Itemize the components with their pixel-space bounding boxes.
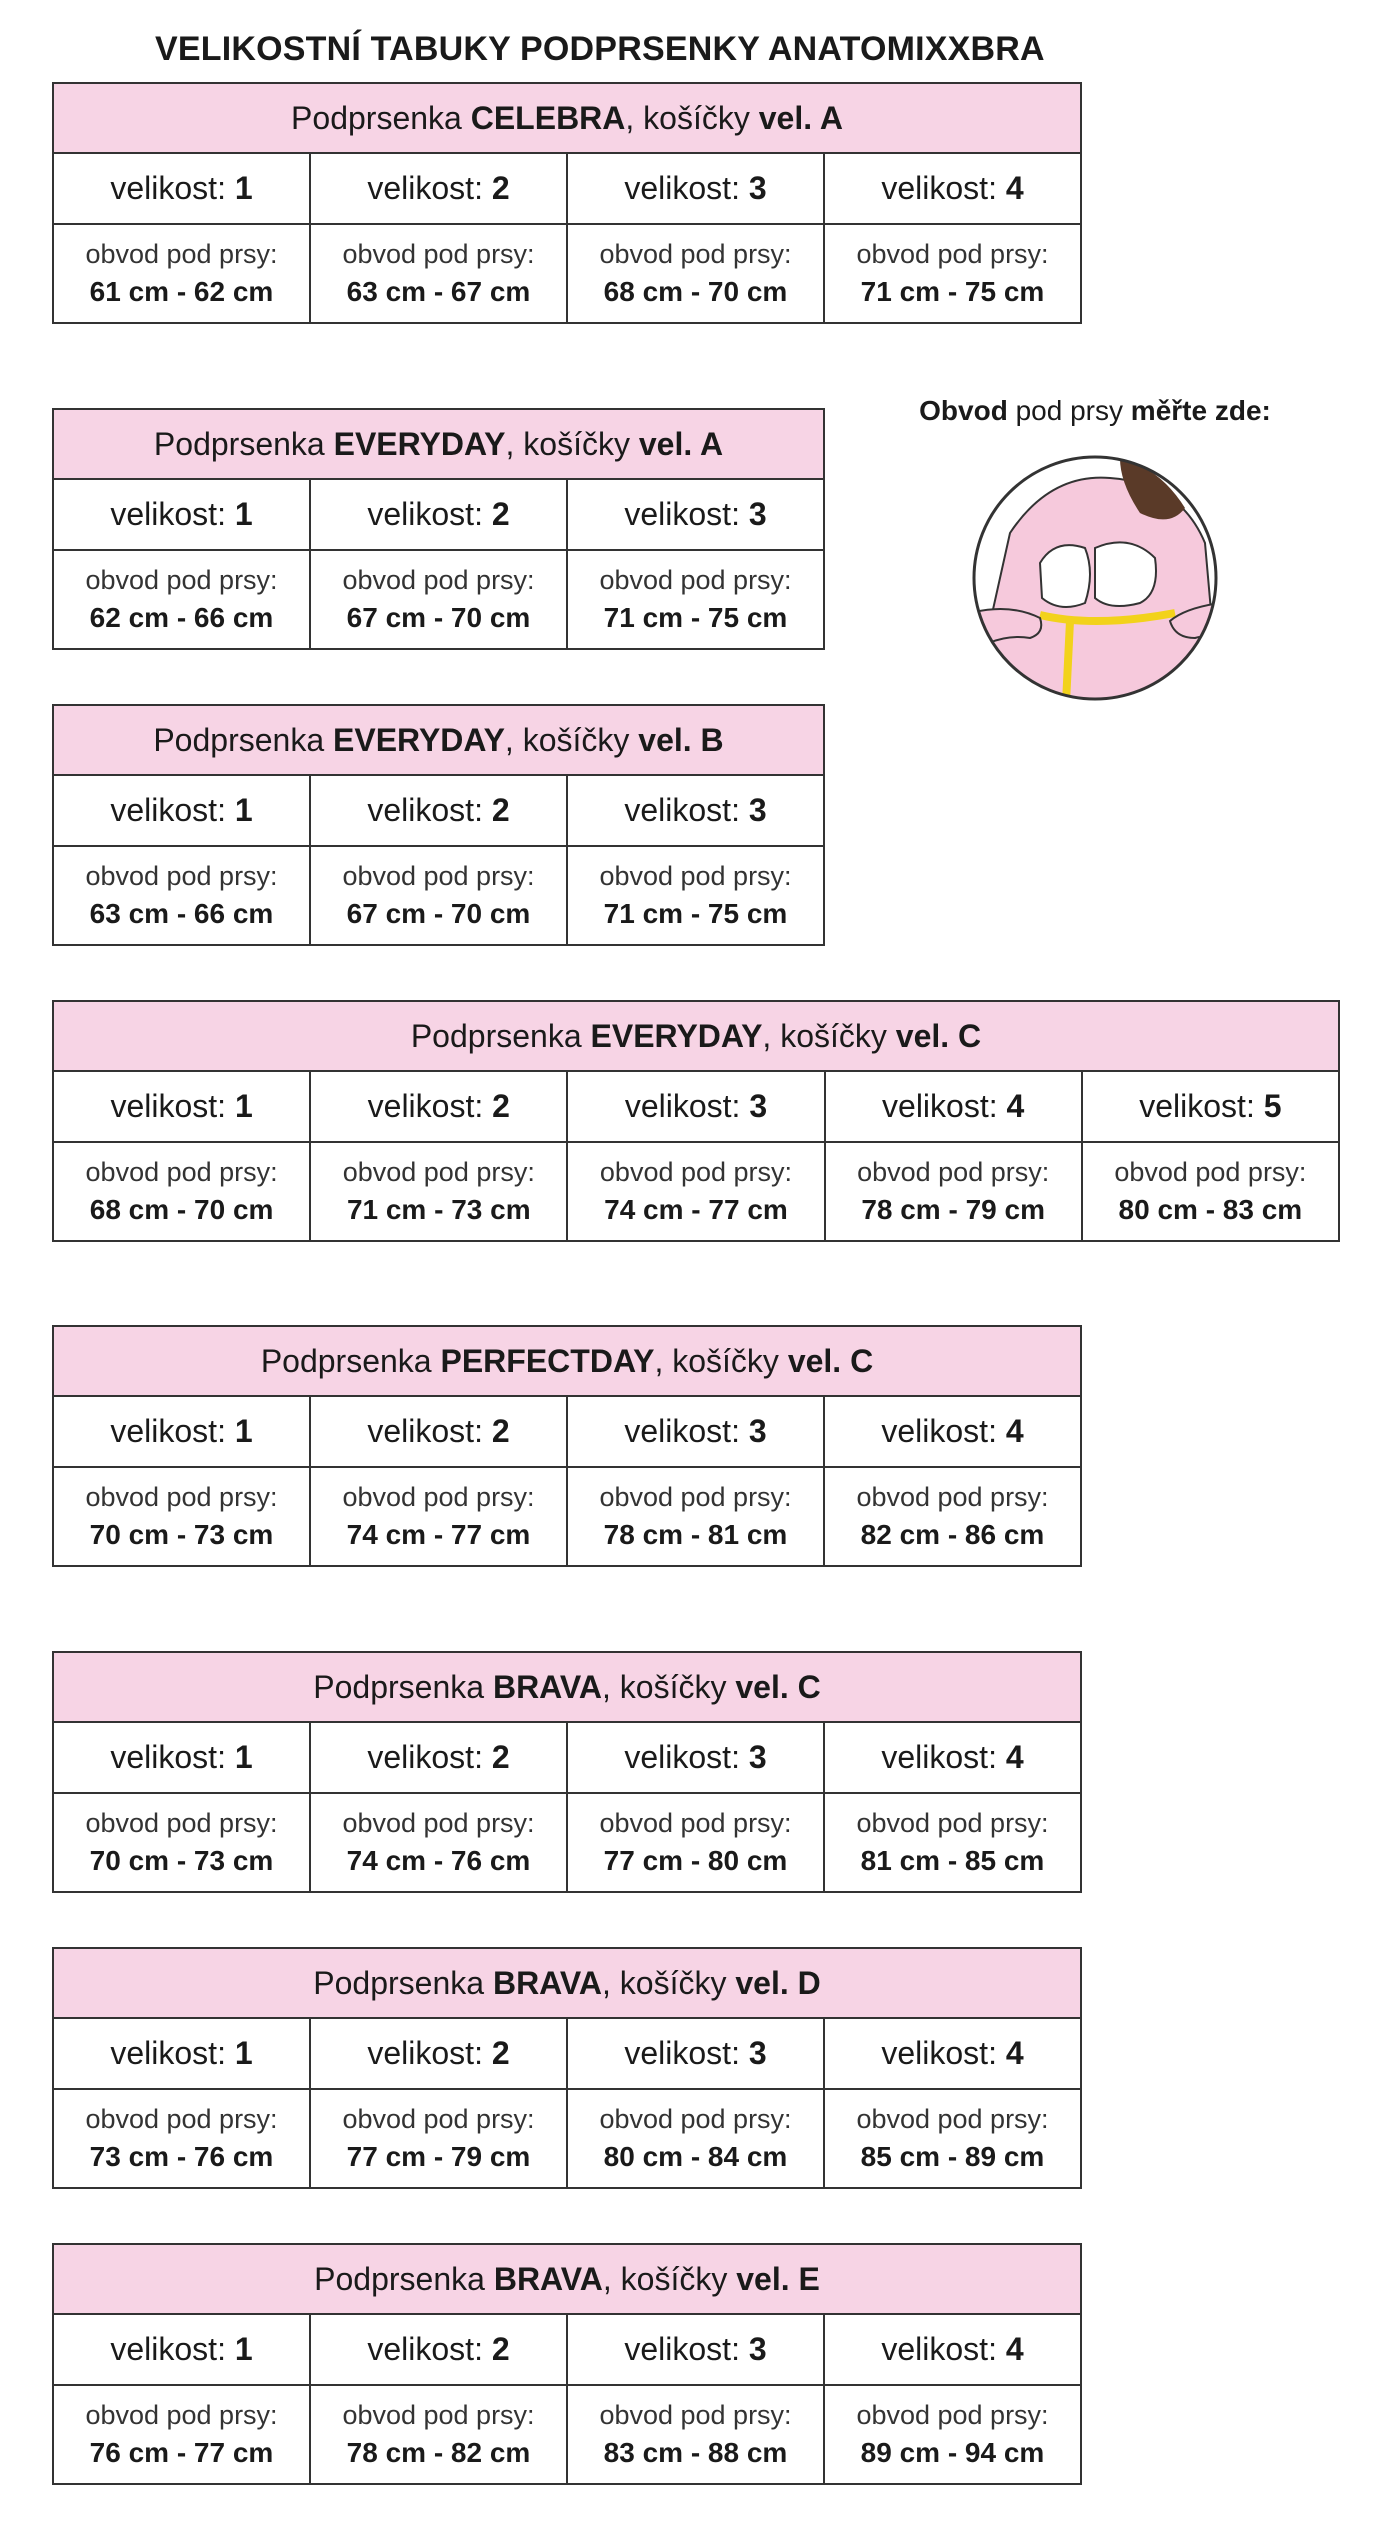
size-cell bbox=[310, 775, 567, 846]
measure-row bbox=[53, 846, 824, 945]
size-row bbox=[53, 2018, 1081, 2089]
size-cell bbox=[824, 1396, 1081, 1467]
size-label: velikost: bbox=[110, 2035, 226, 2071]
measure-label: obvod pod prsy: bbox=[85, 1808, 278, 1838]
measure-cell bbox=[310, 550, 567, 649]
measure-row bbox=[53, 2385, 1081, 2484]
measure-range: 80 cm - 83 cm bbox=[1118, 1194, 1303, 1225]
size-label: velikost: bbox=[624, 496, 740, 532]
measure-cell bbox=[567, 1793, 824, 1892]
size-value: 2 bbox=[491, 1739, 510, 1775]
size-value: 1 bbox=[234, 2331, 253, 2367]
size-label: velikost: bbox=[367, 792, 483, 828]
measure-row bbox=[53, 1142, 1339, 1241]
size-label: velikost: bbox=[881, 170, 997, 206]
size-row bbox=[53, 775, 824, 846]
measure-label: obvod pod prsy: bbox=[599, 1157, 793, 1187]
measure-row bbox=[53, 2089, 1081, 2188]
measure-label: obvod pod prsy: bbox=[85, 1482, 278, 1512]
size-cell bbox=[824, 2314, 1081, 2385]
measure-label: obvod pod prsy: bbox=[342, 565, 535, 595]
size-row bbox=[53, 479, 824, 550]
size-label: velikost: bbox=[367, 1413, 483, 1449]
cup-size: vel. B bbox=[638, 721, 724, 758]
measure-label: obvod pod prsy: bbox=[856, 1482, 1049, 1512]
measure-cell bbox=[824, 1793, 1081, 1892]
size-value: 3 bbox=[748, 170, 767, 206]
size-value: 1 bbox=[234, 1088, 253, 1124]
measure-cell bbox=[310, 846, 567, 945]
measure-cell bbox=[310, 224, 567, 323]
size-row bbox=[53, 1396, 1081, 1467]
measure-label: obvod pod prsy: bbox=[342, 2104, 535, 2134]
model-name: BRAVA bbox=[492, 1668, 602, 1705]
measure-cell bbox=[824, 2385, 1081, 2484]
size-value: 3 bbox=[748, 2331, 767, 2367]
size-cell bbox=[310, 153, 567, 224]
size-label: velikost: bbox=[881, 2035, 997, 2071]
size-cell bbox=[567, 1396, 824, 1467]
measure-label: obvod pod prsy: bbox=[342, 1157, 535, 1187]
cup-size: vel. C bbox=[895, 1017, 982, 1054]
size-cell bbox=[53, 479, 310, 550]
size-value: 1 bbox=[234, 792, 253, 828]
header-prefix: Podprsenka bbox=[153, 721, 325, 758]
measure-label: obvod pod prsy: bbox=[85, 2400, 278, 2430]
measure-caption-bold-2: měřte zde: bbox=[1130, 395, 1271, 426]
size-value: 2 bbox=[491, 1413, 510, 1449]
measure-cell bbox=[567, 550, 824, 649]
measurement-caption bbox=[880, 395, 1310, 427]
measure-range: 71 cm - 73 cm bbox=[346, 1194, 531, 1225]
size-label: velikost: bbox=[881, 1739, 997, 1775]
size-label: velikost: bbox=[624, 792, 740, 828]
measure-range: 78 cm - 82 cm bbox=[346, 2437, 531, 2468]
measure-label: obvod pod prsy: bbox=[599, 239, 792, 269]
header-prefix: Podprsenka bbox=[313, 1964, 485, 2001]
measure-cell bbox=[53, 550, 310, 649]
size-value: 4 bbox=[1005, 1739, 1024, 1775]
table-header bbox=[53, 1652, 1081, 1722]
measure-range: 74 cm - 77 cm bbox=[346, 1519, 531, 1550]
measure-range: 89 cm - 94 cm bbox=[860, 2437, 1045, 2468]
measure-cell bbox=[567, 846, 824, 945]
size-label: velikost: bbox=[1139, 1088, 1255, 1124]
size-value: 2 bbox=[491, 2035, 510, 2071]
measurement-hint bbox=[880, 395, 1310, 703]
measure-range: 83 cm - 88 cm bbox=[603, 2437, 788, 2468]
measure-label: obvod pod prsy: bbox=[342, 2400, 535, 2430]
measure-cell bbox=[53, 1467, 310, 1566]
table-header bbox=[53, 1948, 1081, 2018]
table-header-row bbox=[53, 705, 824, 775]
measure-cell bbox=[1082, 1142, 1339, 1241]
table-header bbox=[53, 1326, 1081, 1396]
measure-label: obvod pod prsy: bbox=[85, 861, 278, 891]
size-value: 4 bbox=[1006, 1088, 1025, 1124]
cup-size: vel. D bbox=[735, 1964, 821, 2001]
size-label: velikost: bbox=[367, 1088, 484, 1124]
measure-range: 63 cm - 67 cm bbox=[346, 276, 531, 307]
size-label: velikost: bbox=[110, 1413, 226, 1449]
table-header-row bbox=[53, 1948, 1081, 2018]
header-prefix: Podprsenka bbox=[291, 99, 462, 136]
measure-label: obvod pod prsy: bbox=[599, 565, 792, 595]
size-label: velikost: bbox=[367, 2035, 483, 2071]
measure-range: 77 cm - 79 cm bbox=[346, 2141, 531, 2172]
header-cup-text: , košíčky bbox=[504, 721, 630, 758]
measure-row bbox=[53, 1793, 1081, 1892]
size-cell bbox=[824, 2018, 1081, 2089]
size-label: velikost: bbox=[881, 2331, 997, 2367]
size-value: 1 bbox=[234, 1413, 253, 1449]
size-cell bbox=[1082, 1071, 1339, 1142]
measure-cell bbox=[310, 1142, 567, 1241]
size-label: velikost: bbox=[110, 1739, 226, 1775]
model-name: BRAVA bbox=[492, 1964, 602, 2001]
measure-label: obvod pod prsy: bbox=[342, 1482, 535, 1512]
size-value: 2 bbox=[491, 170, 510, 206]
measure-cell bbox=[567, 1467, 824, 1566]
measure-label: obvod pod prsy: bbox=[856, 1808, 1049, 1838]
model-name: CELEBRA bbox=[470, 99, 626, 136]
size-label: velikost: bbox=[367, 2331, 483, 2367]
header-cup-text: , košíčky bbox=[762, 1017, 887, 1054]
bra-cup-left bbox=[1040, 545, 1090, 607]
size-label: velikost: bbox=[110, 2331, 226, 2367]
measure-label: obvod pod prsy: bbox=[599, 2400, 792, 2430]
size-label: velikost: bbox=[624, 1413, 740, 1449]
size-value: 3 bbox=[748, 2035, 767, 2071]
size-table-brava-d bbox=[52, 1947, 1082, 2189]
size-label: velikost: bbox=[624, 170, 740, 206]
measure-cell bbox=[310, 2089, 567, 2188]
cup-size: vel. E bbox=[736, 2260, 820, 2297]
model-name: EVERYDAY bbox=[333, 425, 506, 462]
size-label: velikost: bbox=[624, 1739, 740, 1775]
size-label: velikost: bbox=[110, 792, 226, 828]
size-value: 3 bbox=[748, 1413, 767, 1449]
measure-cell bbox=[53, 1142, 310, 1241]
size-label: velikost: bbox=[624, 1088, 741, 1124]
header-cup-text: , košíčky bbox=[505, 425, 630, 462]
size-label: velikost: bbox=[882, 1088, 998, 1124]
size-value: 4 bbox=[1005, 1413, 1024, 1449]
measure-cell bbox=[824, 224, 1081, 323]
header-prefix: Podprsenka bbox=[314, 2260, 485, 2297]
size-cell bbox=[824, 153, 1081, 224]
page-title: VELIKOSTNÍ TABUKY PODPRSENKY ANATOMIXXBRA bbox=[155, 30, 1045, 68]
measure-label: obvod pod prsy: bbox=[599, 861, 792, 891]
size-label: velikost: bbox=[367, 496, 483, 532]
size-label: velikost: bbox=[367, 170, 483, 206]
measure-label: obvod pod prsy: bbox=[85, 239, 278, 269]
measure-range: 63 cm - 66 cm bbox=[89, 898, 274, 929]
measure-caption-normal: pod prsy bbox=[1015, 395, 1124, 426]
size-value: 2 bbox=[491, 496, 510, 532]
measure-range: 70 cm - 73 cm bbox=[89, 1519, 274, 1550]
size-label: velikost: bbox=[367, 1739, 483, 1775]
size-cell bbox=[53, 775, 310, 846]
size-value: 3 bbox=[748, 792, 767, 828]
size-cell bbox=[567, 153, 824, 224]
size-cell bbox=[53, 153, 310, 224]
table-header-row bbox=[53, 1652, 1081, 1722]
size-value: 4 bbox=[1005, 2035, 1024, 2071]
measure-range: 77 cm - 80 cm bbox=[603, 1845, 788, 1876]
measure-cell bbox=[310, 1793, 567, 1892]
size-cell bbox=[310, 1071, 567, 1142]
measure-range: 61 cm - 62 cm bbox=[89, 276, 274, 307]
measure-range: 71 cm - 75 cm bbox=[603, 602, 788, 633]
size-cell bbox=[310, 2018, 567, 2089]
measure-range: 82 cm - 86 cm bbox=[860, 1519, 1045, 1550]
measure-cell bbox=[53, 1793, 310, 1892]
size-value: 3 bbox=[748, 496, 767, 532]
measure-range: 81 cm - 85 cm bbox=[860, 1845, 1045, 1876]
measure-cell bbox=[824, 2089, 1081, 2188]
table-header bbox=[53, 409, 824, 479]
table-header-row bbox=[53, 409, 824, 479]
measure-range: 80 cm - 84 cm bbox=[603, 2141, 788, 2172]
size-cell bbox=[53, 2314, 310, 2385]
header-cup-text: , košíčky bbox=[602, 2260, 728, 2297]
measure-label: obvod pod prsy: bbox=[599, 1482, 792, 1512]
header-prefix: Podprsenka bbox=[260, 1342, 432, 1379]
model-name: EVERYDAY bbox=[333, 721, 505, 758]
measure-cell bbox=[53, 224, 310, 323]
model-name: BRAVA bbox=[493, 2260, 603, 2297]
size-table-everyday-b bbox=[52, 704, 825, 946]
measure-row bbox=[53, 1467, 1081, 1566]
measure-range: 74 cm - 77 cm bbox=[604, 1194, 788, 1225]
size-cell bbox=[824, 1722, 1081, 1793]
size-value: 2 bbox=[492, 1088, 510, 1124]
size-cell bbox=[567, 479, 824, 550]
size-cell bbox=[310, 2314, 567, 2385]
measure-label: obvod pod prsy: bbox=[857, 1157, 1050, 1187]
bra-cup-right bbox=[1095, 542, 1156, 606]
measure-label: obvod pod prsy: bbox=[85, 565, 278, 595]
measuring-illustration bbox=[970, 453, 1220, 703]
measure-cell bbox=[825, 1142, 1082, 1241]
table-header bbox=[53, 705, 824, 775]
size-table-perfectday-c bbox=[52, 1325, 1082, 1567]
size-row bbox=[53, 1071, 1339, 1142]
size-cell bbox=[567, 1071, 824, 1142]
measure-range: 78 cm - 79 cm bbox=[861, 1194, 1045, 1225]
table-header-row bbox=[53, 1326, 1081, 1396]
table-header bbox=[53, 1001, 1339, 1071]
size-value: 2 bbox=[491, 2331, 510, 2367]
measure-label: obvod pod prsy: bbox=[599, 1808, 792, 1838]
table-header-row bbox=[53, 83, 1081, 153]
measure-label: obvod pod prsy: bbox=[342, 1808, 535, 1838]
size-cell bbox=[53, 1071, 310, 1142]
size-cell bbox=[310, 479, 567, 550]
size-table-brava-c bbox=[52, 1651, 1082, 1893]
size-row bbox=[53, 153, 1081, 224]
size-label: velikost: bbox=[624, 2035, 740, 2071]
table-header bbox=[53, 2244, 1081, 2314]
size-table-everyday-a bbox=[52, 408, 825, 650]
measure-label: obvod pod prsy: bbox=[599, 2104, 792, 2134]
size-label: velikost: bbox=[881, 1413, 997, 1449]
size-value: 4 bbox=[1005, 170, 1024, 206]
size-value: 1 bbox=[234, 496, 253, 532]
cup-size: vel. C bbox=[787, 1342, 874, 1379]
measure-cell bbox=[310, 2385, 567, 2484]
measure-range: 68 cm - 70 cm bbox=[89, 1194, 274, 1225]
measure-caption-bold-1: Obvod bbox=[919, 395, 1008, 426]
size-table-everyday-c bbox=[52, 1000, 1340, 1242]
header-cup-text: , košíčky bbox=[601, 1668, 727, 1705]
size-cell bbox=[53, 1722, 310, 1793]
measure-range: 71 cm - 75 cm bbox=[860, 276, 1045, 307]
measure-row bbox=[53, 550, 824, 649]
cup-size: vel. A bbox=[638, 425, 724, 462]
size-value: 1 bbox=[234, 2035, 253, 2071]
measure-row bbox=[53, 224, 1081, 323]
size-label: velikost: bbox=[110, 170, 226, 206]
measure-cell bbox=[567, 1142, 824, 1241]
size-value: 1 bbox=[234, 170, 253, 206]
size-cell bbox=[53, 1396, 310, 1467]
size-cell bbox=[567, 2018, 824, 2089]
size-value: 2 bbox=[491, 792, 510, 828]
measure-range: 74 cm - 76 cm bbox=[346, 1845, 531, 1876]
measure-label: obvod pod prsy: bbox=[342, 239, 535, 269]
size-cell bbox=[567, 2314, 824, 2385]
measure-label: obvod pod prsy: bbox=[85, 1157, 278, 1187]
measure-range: 67 cm - 70 cm bbox=[346, 898, 531, 929]
measure-range: 76 cm - 77 cm bbox=[89, 2437, 274, 2468]
size-value: 5 bbox=[1263, 1088, 1282, 1124]
cup-size: vel. C bbox=[735, 1668, 821, 1705]
measure-cell bbox=[53, 2385, 310, 2484]
size-label: velikost: bbox=[110, 496, 226, 532]
header-cup-text: , košíčky bbox=[654, 1342, 779, 1379]
measure-range: 85 cm - 89 cm bbox=[860, 2141, 1045, 2172]
measure-label: obvod pod prsy: bbox=[342, 861, 535, 891]
measure-cell bbox=[53, 846, 310, 945]
measure-label: obvod pod prsy: bbox=[856, 2104, 1049, 2134]
measure-label: obvod pod prsy: bbox=[856, 239, 1049, 269]
size-value: 1 bbox=[234, 1739, 253, 1775]
measuring-tape-end bbox=[1066, 621, 1070, 703]
measure-cell bbox=[53, 2089, 310, 2188]
header-prefix: Podprsenka bbox=[410, 1017, 582, 1054]
model-name: EVERYDAY bbox=[590, 1017, 763, 1054]
table-header bbox=[53, 83, 1081, 153]
table-header-row bbox=[53, 2244, 1081, 2314]
measure-label: obvod pod prsy: bbox=[856, 2400, 1049, 2430]
measure-range: 70 cm - 73 cm bbox=[89, 1845, 274, 1876]
size-cell bbox=[825, 1071, 1082, 1142]
header-cup-text: , košíčky bbox=[601, 1964, 727, 2001]
size-cell bbox=[53, 2018, 310, 2089]
header-cup-text: , košíčky bbox=[625, 99, 750, 136]
measure-range: 68 cm - 70 cm bbox=[603, 276, 788, 307]
header-prefix: Podprsenka bbox=[153, 425, 325, 462]
measure-cell bbox=[310, 1467, 567, 1566]
size-table-celebra-a bbox=[52, 82, 1082, 324]
measure-label: obvod pod prsy: bbox=[1114, 1157, 1307, 1187]
size-value: 3 bbox=[749, 1088, 768, 1124]
measure-cell bbox=[824, 1467, 1081, 1566]
measure-range: 67 cm - 70 cm bbox=[346, 602, 531, 633]
size-row bbox=[53, 1722, 1081, 1793]
size-label: velikost: bbox=[624, 2331, 740, 2367]
size-row bbox=[53, 2314, 1081, 2385]
size-cell bbox=[567, 775, 824, 846]
size-label: velikost: bbox=[110, 1088, 227, 1124]
size-value: 4 bbox=[1005, 2331, 1024, 2367]
header-prefix: Podprsenka bbox=[313, 1668, 485, 1705]
size-cell bbox=[310, 1396, 567, 1467]
measure-cell bbox=[567, 2385, 824, 2484]
size-cell bbox=[310, 1722, 567, 1793]
size-value: 3 bbox=[748, 1739, 767, 1775]
measure-label: obvod pod prsy: bbox=[85, 2104, 278, 2134]
cup-size: vel. A bbox=[758, 99, 843, 136]
measure-cell bbox=[567, 2089, 824, 2188]
size-cell bbox=[567, 1722, 824, 1793]
size-table-brava-e bbox=[52, 2243, 1082, 2485]
measure-range: 73 cm - 76 cm bbox=[89, 2141, 274, 2172]
measure-range: 78 cm - 81 cm bbox=[603, 1519, 788, 1550]
table-header-row bbox=[53, 1001, 1339, 1071]
measure-range: 71 cm - 75 cm bbox=[603, 898, 788, 929]
model-name: PERFECTDAY bbox=[440, 1342, 655, 1379]
measure-range: 62 cm - 66 cm bbox=[89, 602, 274, 633]
measure-cell bbox=[567, 224, 824, 323]
